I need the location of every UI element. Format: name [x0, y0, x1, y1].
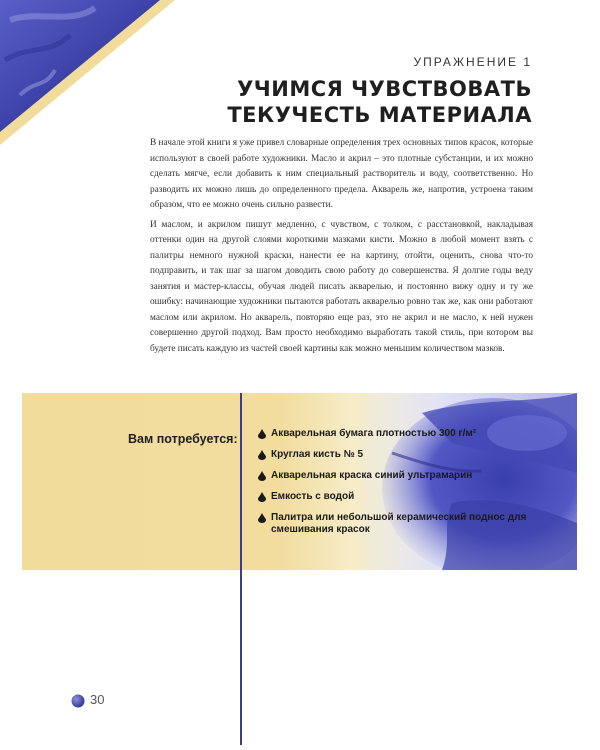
drop-icon [258, 450, 266, 460]
list-item [258, 449, 538, 461]
drop-icon [258, 471, 266, 481]
list-item [258, 428, 538, 440]
list-item [258, 470, 538, 482]
list-item-text: Емкость с водой [271, 491, 355, 502]
exercise-label: УПРАЖНЕНИЕ 1 [413, 55, 532, 69]
list-item-text: Круглая кисть № 5 [271, 449, 364, 460]
drop-icon [258, 513, 266, 523]
title-line-2: ТЕКУЧЕСТЬ МАТЕРИАЛА [227, 103, 532, 127]
drop-icon [258, 429, 266, 439]
list-item-text: Акварельная краска синий ультрамарин [271, 470, 473, 481]
requirements-list [258, 428, 538, 545]
body-text [150, 136, 533, 361]
list-item-text: Акварельная бумага плотностью 300 г/м² [271, 428, 477, 439]
list-item [258, 491, 538, 503]
page-title [227, 76, 532, 128]
list-item [258, 512, 538, 536]
corner-decoration [0, 0, 175, 145]
paragraph: И маслом, и акрилом пишут медленно, с чувством, с толком, с расстановкой, накладывая оттенки один на другой слоями короткими мазками кисти. Можно в любой момент взять с палитры немного нужной краски, нанести ее на картину, отойти, оценить, снова что-то подправить, и так шаг за шагом доводить свою работу до совершенства. Я долгие годы веду занятия и мастер-классы, обучая людей писать акварелью, и постоянно вижу одну и ту же ошибку: начинающие художники пытаются работать акварелью ровно так же, как они работают маслом или акрилом. Но акварель, повторяю еще раз, это не акрил и не масло, к ней нужен совершенно другой подход. Вам просто необходимо выработать такой стиль, при котором вы будете писать каждую из частей своей картины как можно меньшим количеством мазков. [150, 219, 533, 354]
requirements-title: Вам потребуется: [128, 432, 238, 446]
paragraph: В начале этой книги я уже привел словарные определения трех основных типов красок, которые используют в своей работе художники. Масло и акрил – это плотные субстанции, и их можно сделать мягче, если добавить к ним специальный растворитель и воду, соответственно. Но разводить их можно лишь до определенного предела. Акварель же, напротив, устроена таким образом, что ее можно очень сильно развести. [150, 138, 533, 210]
list-item-text: Палитра или небольшой керамический поднос для смешивания красок [271, 512, 527, 535]
divider-line [240, 393, 242, 745]
page-number: 30 [90, 692, 105, 707]
drop-icon [258, 492, 266, 502]
page-marker-icon [71, 694, 85, 708]
title-line-1: УЧИМСЯ ЧУВСТВОВАТЬ [237, 77, 532, 101]
